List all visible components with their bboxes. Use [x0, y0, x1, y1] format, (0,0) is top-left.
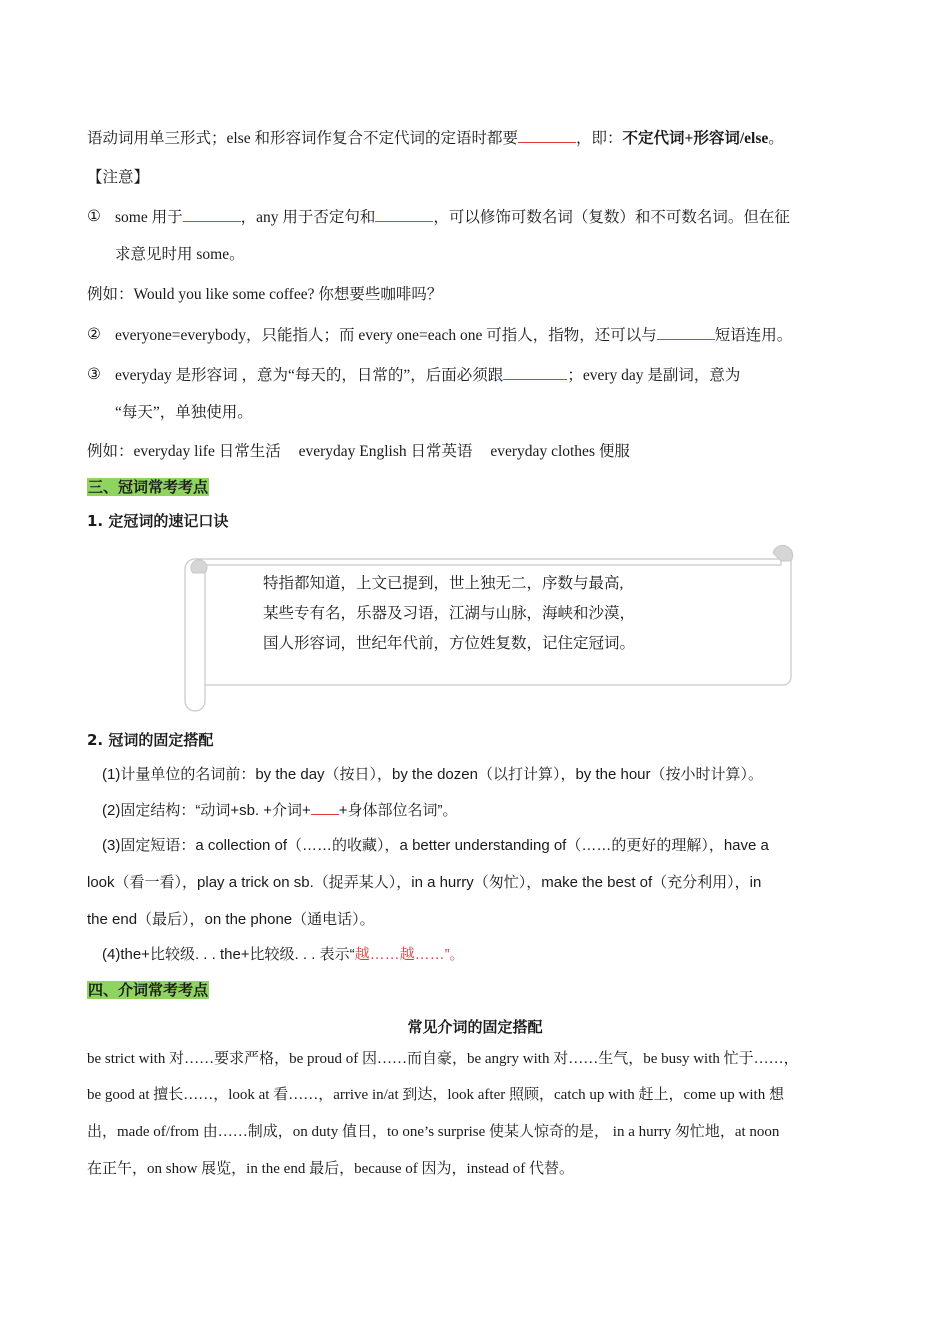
- article-item-4: [102, 945, 465, 965]
- article-item-2: [102, 800, 458, 821]
- highlighted-heading: 三、冠词常考考点: [88, 478, 209, 496]
- section-4-heading: [87, 980, 209, 1001]
- poem-line-1: 特指都知道，上文已提到，世上独无二，序数与最高,: [263, 575, 624, 592]
- subsection-3-2-title: 2. 冠词的固定搭配: [87, 731, 214, 749]
- example-1: 例如：Would you like some coffee? 你想要些咖啡吗？: [87, 286, 443, 303]
- answer-blank[interactable]: [311, 800, 339, 815]
- text: (4)the+比较级. . . the+比较级. . . 表示“: [102, 946, 355, 963]
- text: ，可以修饰可数名词（复数）和不可数名词。但在征: [433, 209, 790, 226]
- note-1-number: ①: [87, 208, 101, 225]
- answer-blank[interactable]: [518, 128, 576, 143]
- highlighted-heading: 四、介词常考考点: [88, 981, 209, 999]
- text: some 用于: [115, 209, 183, 226]
- note-2-number: ②: [87, 326, 101, 343]
- text: (2)固定结构：“动词+sb. +介词+: [102, 802, 311, 819]
- answer-blank[interactable]: [503, 365, 567, 380]
- section-3-heading: [87, 477, 209, 498]
- note-title: 【注意】: [87, 169, 150, 186]
- prepositions-line-1: be strict with 对……要求严格，be proud of 因……而自豪，be angry with 对……生气，be busy with 忙于……，: [87, 1051, 799, 1067]
- text: +身体部位名词”。: [338, 802, 458, 819]
- prepositions-line-3: 出，made of/from 由……制成，on duty 值日，to one’s surprise 使某人惊奇的是， in a hurry 匆忙地，at noon: [87, 1124, 780, 1140]
- text: everyone=everybody，只能指人；而 every one=each one 可指人，指物，还可以与: [115, 327, 657, 344]
- note-3-number: ③: [87, 366, 101, 383]
- article-item-1: (1)计量单位的名词前：by the day（按日），by the dozen（以打计算），by the hour（按小时计算）。: [102, 766, 763, 783]
- text: everyday English 日常英语: [298, 443, 473, 460]
- answer-blank[interactable]: [183, 207, 241, 222]
- prepositions-table-title: 常见介词的固定搭配: [407, 1018, 543, 1036]
- text: ，即：: [575, 130, 623, 147]
- bold-text: 不定代词+形容词/else: [622, 130, 769, 147]
- subsection-3-1-title: 1. 定冠词的速记口诀: [87, 512, 229, 530]
- text: 例如：everyday life 日常生活: [87, 443, 281, 460]
- article-item-3-line-2: look（看一看），play a trick on sb.（捉弄某人），in a hurry（匆忙），make the best of（充分利用），in: [87, 874, 762, 891]
- prepositions-line-2: be good at 擅长……，look at 看……，arrive in/at 到达，look after 照顾，catch up with 赶上，come up with 想: [87, 1087, 784, 1103]
- text: 短语连用。: [714, 327, 793, 344]
- note-2-line: [115, 325, 792, 346]
- note-3-line-2: “每天”，单独使用。: [115, 404, 253, 421]
- poem-line-2: 某些专有名，乐器及习语，江湖与山脉，海峡和沙漠，: [263, 605, 636, 622]
- text: everyday 是形容词 ，意为“每天的，日常的”，后面必须跟: [115, 367, 504, 384]
- prepositions-line-4: 在正午，on show 展览，in the end 最后，because of 因为，instead of 代替。: [87, 1161, 575, 1177]
- article-item-3-line-1: (3)固定短语：a collection of（……的收藏），a better understanding of（……的更好的理解），have a: [102, 837, 769, 854]
- text: ，any 用于否定句和: [240, 209, 376, 226]
- example-2: [87, 442, 630, 462]
- scroll-frame-decoration: [183, 543, 795, 713]
- answer-blank[interactable]: [375, 207, 433, 222]
- answer-blank[interactable]: [657, 325, 715, 340]
- text: 。: [768, 130, 784, 147]
- answer-red-text: 越……越……”。: [354, 946, 465, 963]
- note-3-line-1: [115, 365, 740, 386]
- poem-line-3: 国人形容词，世纪年代前，方位姓复数，记住定冠词。: [263, 635, 636, 652]
- note-1-line-1: [115, 207, 865, 228]
- note-1-line-2: 求意见时用 some。: [115, 246, 245, 263]
- text: everyday clothes 便服: [490, 443, 630, 460]
- paragraph-line-1: [87, 128, 784, 149]
- text: 语动词用单三形式；else 和形容词作复合不定代词的定语时都要: [87, 130, 518, 147]
- article-item-3-line-3: the end（最后），on the phone（通电话）。: [87, 911, 375, 928]
- text: ；every day 是副词，意为: [567, 367, 741, 384]
